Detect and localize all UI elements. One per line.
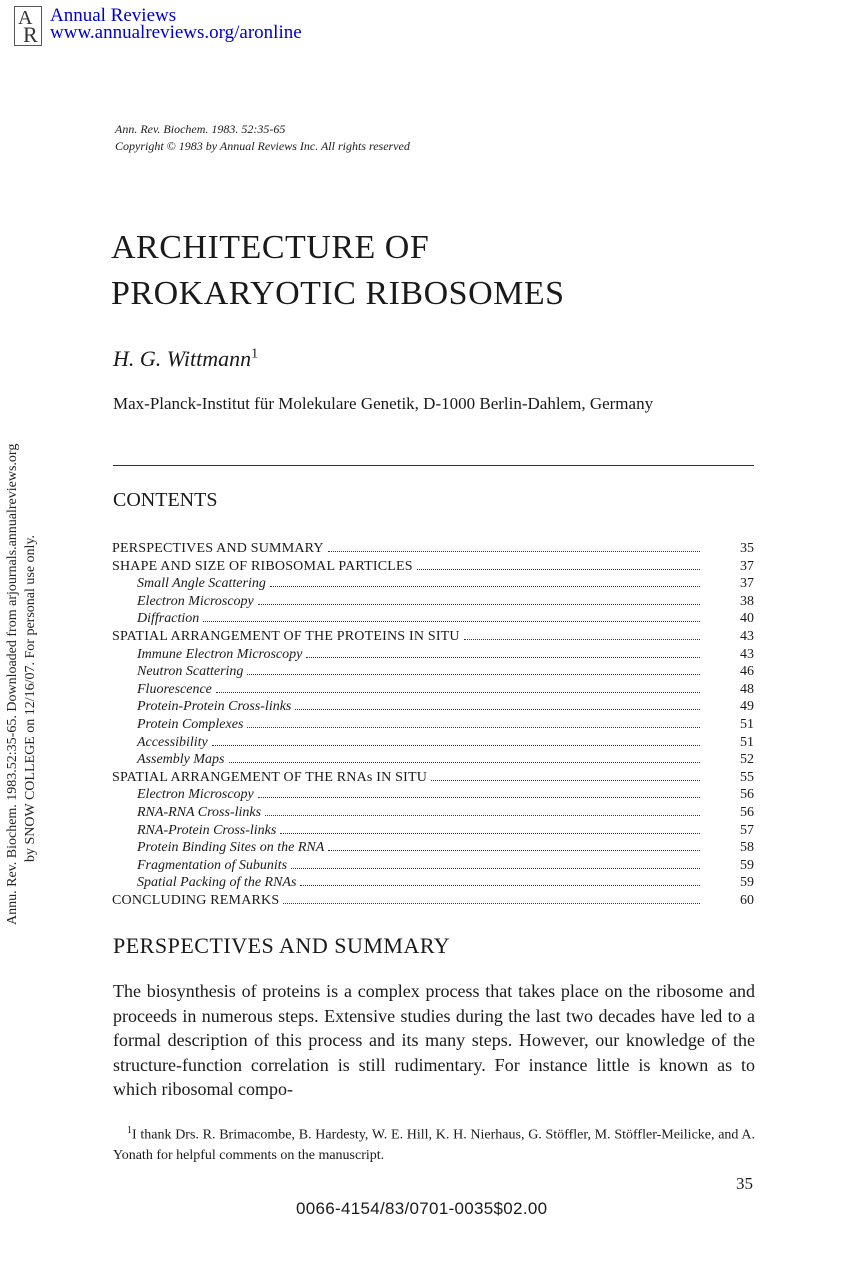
toc-leader-dots	[306, 645, 700, 658]
toc-entry-page: 59	[740, 857, 754, 873]
toc-entry-label: Protein Complexes	[137, 716, 244, 732]
journal-citation: Ann. Rev. Biochem. 1983. 52:35-65	[115, 122, 286, 136]
toc-entry-page: 43	[740, 628, 754, 644]
toc-leader-dots	[328, 838, 700, 851]
toc-entry-label: Electron Microscopy	[137, 593, 254, 609]
toc-leader-dots	[212, 733, 700, 746]
toc-entry	[112, 803, 754, 821]
toc-entry-page: 49	[740, 699, 754, 715]
logo-letter-a: A	[18, 7, 33, 29]
toc-entry-label: Neutron Scattering	[137, 664, 244, 680]
toc-entry-label: Protein Binding Sites on the RNA	[137, 840, 325, 856]
copyright-line: Copyright © 1983 by Annual Reviews Inc. All rights reserved	[115, 139, 410, 153]
toc-entry	[112, 645, 754, 663]
footnote-mark: 1	[127, 1125, 132, 1136]
toc-entry	[112, 627, 754, 645]
toc-entry	[112, 750, 754, 768]
toc-entry-page: 60	[740, 892, 754, 908]
toc-entry-page: 37	[740, 576, 754, 592]
contents-heading: CONTENTS	[113, 489, 218, 511]
toc-entry-page: 57	[740, 822, 754, 838]
toc-leader-dots	[258, 592, 700, 605]
download-notice-usage: by SNOW COLLEGE on 12/16/07. For personal use only.	[23, 534, 38, 862]
toc-entry	[112, 609, 754, 627]
toc-entry	[112, 733, 754, 751]
toc-leader-dots	[328, 539, 700, 552]
footnote	[113, 1121, 755, 1166]
toc-entry	[112, 592, 754, 610]
toc-entry-page: 37	[740, 558, 754, 574]
download-notice: Annu. Rev. Biochem. 1983.52:35-65. Downloaded from arjournals.annualreviews.org	[5, 443, 20, 925]
toc-entry-page: 56	[740, 804, 754, 820]
footnote-text: I thank Drs. R. Brimacombe, B. Hardesty, W. E. Hill, K. H. Nierhaus, G. Stöffler, M. Stöffler-Meilicke, and A. Yonath for helpful comments on the manuscript.	[113, 1127, 755, 1163]
toc-entry-label: PERSPECTIVES AND SUMMARY	[112, 541, 324, 556]
toc-leader-dots	[280, 821, 700, 834]
toc-leader-dots	[216, 680, 700, 693]
toc-entry	[112, 821, 754, 839]
toc-entry	[112, 838, 754, 856]
toc-leader-dots	[283, 891, 700, 904]
author-name	[113, 346, 258, 372]
toc-entry-page: 46	[740, 664, 754, 680]
publisher-url-link[interactable]: www.annualreviews.org/aronline	[50, 22, 302, 43]
author-text: H. G. Wittmann	[113, 346, 252, 371]
toc-entry-page: 48	[740, 681, 754, 697]
divider-rule	[113, 465, 754, 466]
toc-leader-dots	[300, 873, 700, 886]
toc-entry	[112, 891, 754, 909]
toc-entry	[112, 557, 754, 575]
table-of-contents	[112, 539, 754, 908]
toc-leader-dots	[291, 856, 700, 869]
toc-leader-dots	[203, 609, 700, 622]
section-heading: PERSPECTIVES AND SUMMARY	[113, 933, 451, 958]
annual-reviews-logo	[14, 6, 42, 46]
body-paragraph: The biosynthesis of proteins is a complex process that takes place on the ribosome and proceeds in numerous steps. Extensive studies during the last two decades have led to a formal description of this process and its many steps. However, our knowledge of the structure-function correlation is still rudimentary. For instance little is known as to which ribosomal compo-	[113, 981, 755, 1099]
toc-entry-label: SHAPE AND SIZE OF RIBOSOMAL PARTICLES	[112, 558, 413, 574]
toc-entry	[112, 768, 754, 786]
toc-leader-dots	[247, 715, 700, 728]
toc-entry-label: RNA-Protein Cross-links	[137, 822, 277, 838]
toc-entry-page: 35	[740, 541, 754, 556]
toc-entry-label: CONCLUDING REMARKS	[112, 892, 280, 908]
toc-entry	[112, 680, 754, 698]
toc-leader-dots	[229, 750, 701, 763]
toc-leader-dots	[265, 803, 700, 816]
toc-entry-label: Electron Microscopy	[137, 787, 254, 803]
page-number: 35	[736, 1174, 753, 1193]
toc-entry	[112, 697, 754, 715]
toc-entry	[112, 539, 754, 557]
toc-entry-label: Assembly Maps	[137, 752, 225, 768]
toc-leader-dots	[247, 662, 700, 675]
toc-entry	[112, 873, 754, 891]
toc-entry-label: Accessibility	[137, 734, 208, 750]
toc-entry-label: SPATIAL ARRANGEMENT OF THE PROTEINS IN SITU	[112, 628, 460, 644]
toc-entry-page: 56	[740, 787, 754, 803]
toc-entry-page: 58	[740, 840, 754, 856]
article-title-line1: ARCHITECTURE OF	[111, 229, 430, 266]
toc-leader-dots	[464, 627, 700, 640]
toc-leader-dots	[295, 697, 700, 710]
toc-entry-page: 43	[740, 646, 754, 662]
toc-leader-dots	[417, 557, 700, 570]
toc-entry	[112, 856, 754, 874]
toc-entry-label: Protein-Protein Cross-links	[137, 699, 292, 715]
toc-entry-page: 38	[740, 593, 754, 609]
toc-entry-label: SPATIAL ARRANGEMENT OF THE RNAs IN SITU	[112, 769, 428, 785]
toc-entry	[112, 574, 754, 592]
toc-entry	[112, 715, 754, 733]
toc-entry-label: Spatial Packing of the RNAs	[137, 875, 297, 891]
publisher-name-link[interactable]: Annual Reviews	[50, 5, 177, 26]
toc-entry	[112, 785, 754, 803]
toc-entry-page: 55	[740, 769, 754, 785]
toc-entry-label: Small Angle Scattering	[137, 576, 266, 592]
toc-entry-label: Fluorescence	[137, 681, 212, 697]
author-footnote-mark: 1	[251, 346, 259, 362]
toc-entry-page: 51	[740, 734, 754, 750]
article-title-line2: PROKARYOTIC RIBOSOMES	[111, 275, 565, 312]
toc-entry-page: 52	[740, 752, 754, 768]
toc-leader-dots	[258, 785, 700, 798]
toc-entry-page: 51	[740, 716, 754, 732]
toc-entry	[112, 662, 754, 680]
toc-entry-page: 59	[740, 875, 754, 891]
issn-code: 0066-4154/83/0701-0035$02.00	[296, 1199, 548, 1218]
toc-entry-label: RNA-RNA Cross-links	[137, 804, 262, 820]
author-affiliation: Max-Planck-Institut für Molekulare Genetik, D-1000 Berlin-Dahlem, Germany	[113, 394, 654, 413]
logo-letter-r: R	[23, 22, 38, 47]
toc-entry-label: Fragmentation of Subunits	[137, 857, 288, 873]
toc-leader-dots	[431, 768, 700, 781]
toc-entry-label: Diffraction	[137, 611, 200, 627]
toc-leader-dots	[270, 574, 700, 587]
toc-entry-page: 40	[740, 611, 754, 627]
toc-entry-label: Immune Electron Microscopy	[137, 646, 303, 662]
